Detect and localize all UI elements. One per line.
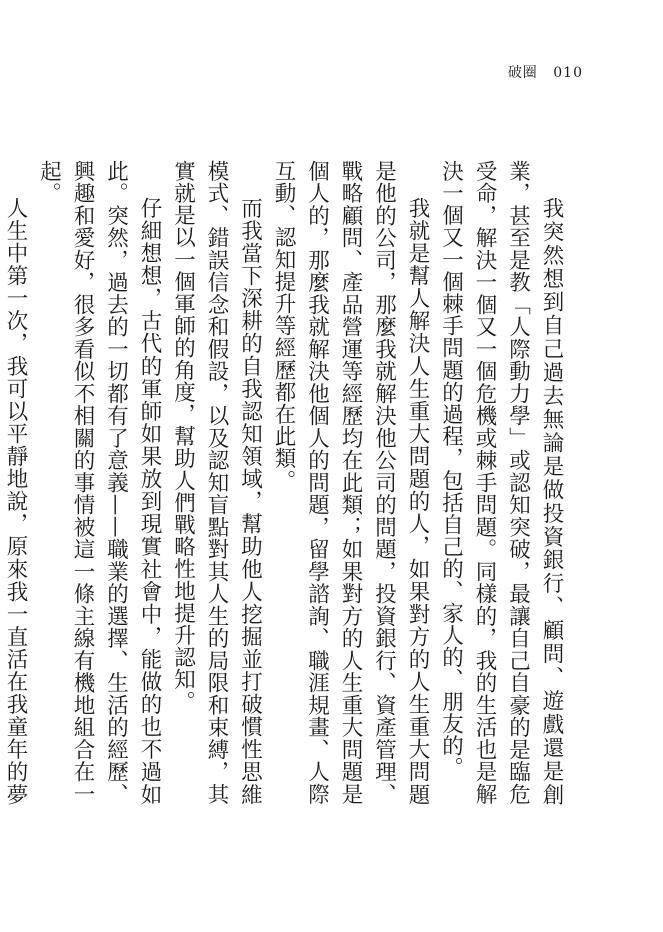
paragraph-5: 人生中第一次，我可以平靜地說，原來我一直活在我童年的夢 (3, 196, 28, 805)
paragraph-4: 仔細想想，古代的軍師如果放到現實社會中，能做的也不過如此。突然，過去的一切都有了意義——職業的選擇、生活的經歷、興趣和愛好，很多看似不相關的事情被這一條主線有機地組合在一起。 (36, 160, 162, 805)
running-header (508, 62, 583, 82)
paragraph-1: 我突然想到自己過去無論是做投資銀行、顧問、遊戲還是創業，甚至是教「人際動力學」或認知突破，最讓自己自豪的是臨危受命，解決一個又一個危機或棘手問題。同樣的，我的生活也是解決一個又一個棘手問題的過程，包括自己的、家人的、朋友的。 (438, 160, 564, 805)
paragraph-2: 我就是幫人解決人生重大問題的人，如果對方的人生重大問題是他的公司，那麼我就解決他公司的問題，投資銀行、資產管理、戰略顧問、產品營運等經歷均在此類；如果對方的人生重大問題是個人的，那麼我就解決他個人的問題，留學諮詢、職涯規畫、人際互動、認知提升等經歷都在此類。 (271, 160, 430, 805)
paragraph-3: 而我當下深耕的自我認知領域，幫助他人挖掘並打破慣性思維模式、錯誤信念和假設，以及認知盲點對其人生的局限和束縛，其實就是以一個軍師的角度，幫助人們戰略性地提升認知。 (170, 160, 263, 805)
page-number: 010 (553, 65, 583, 81)
book-title: 破圈 (507, 65, 538, 81)
body-text (0, 160, 568, 805)
